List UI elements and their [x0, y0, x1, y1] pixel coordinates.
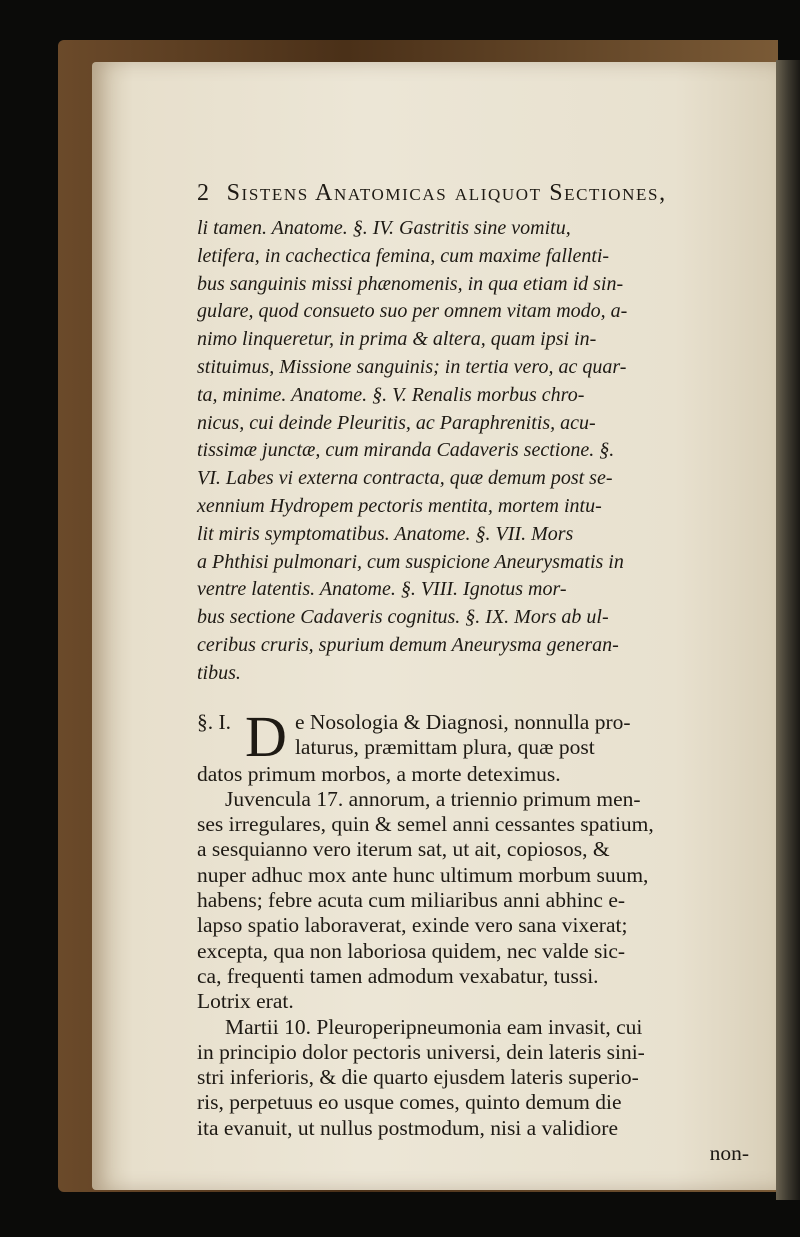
summary-line: bus sectione Cadaveris cognitus. §. IX. Mors ab ul- [197, 606, 609, 629]
running-head-title: Sistens Anatomicas aliquot Sectiones, [226, 180, 667, 206]
drop-cap: D [245, 709, 287, 762]
body-line: stri inferioris, & die quarto ejusdem lateris superio- [197, 1065, 639, 1090]
section-mark: §. I. [197, 709, 232, 734]
body-line: datos primum morbos, a morte deteximus. [197, 761, 561, 786]
summary-line: stituimus, Missione sanguinis; in tertia vero, ac quar- [197, 355, 627, 378]
summary-line: tibus. [197, 661, 241, 684]
body-line: a sesquianno vero iterum sat, ut ait, copiosos, & [197, 837, 610, 862]
body-line: Martii 10. Pleuroperipneumonia eam invasit, cui [225, 1014, 643, 1039]
section-opening [197, 710, 757, 762]
summary-line: lit miris symptomatibus. Anatome. §. VII. Mors [197, 522, 574, 545]
summary-line: gulare, quod consueto suo per omnem vitam modo, a- [197, 300, 628, 323]
body-line: in principio dolor pectoris universi, dein lateris sini- [197, 1039, 645, 1064]
summary-line: letifera, in cachectica femina, cum maxime fallenti- [197, 244, 610, 267]
body-line: lapso spatio laboraverat, exinde vero sana vixerat; [197, 913, 628, 938]
body-line: ris, perpetuus eo usque comes, quinto demum die [197, 1090, 622, 1115]
body-line: excepta, qua non laboriosa quidem, nec valde sic- [197, 938, 626, 963]
body-line: habens; febre acuta cum miliaribus anni abhinc e- [197, 888, 626, 913]
body-line: nuper adhuc mox ante hunc ultimum morbum suum, [197, 862, 649, 887]
body-line: Lotrix erat. [197, 989, 294, 1014]
catchword: non- [709, 1141, 749, 1165]
summary-line: ceribus cruris, spurium demum Aneurysma generan- [197, 633, 619, 656]
opening-line: laturus, præmittam plura, quæ post [294, 734, 595, 759]
body-line: ita evanuit, ut nullus postmodum, nisi a validiore [197, 1115, 618, 1140]
opening-line: e Nosologia & Diagnosi, nonnulla pro- [294, 709, 631, 734]
page-text [197, 180, 757, 1166]
summary-line: VI. Labes vi externa contracta, quæ demum post se- [197, 467, 613, 490]
body-line: ses irregulares, quin & semel anni cessantes spatium, [197, 812, 654, 837]
body-line: Juvencula 17. annorum, a triennio primum men- [225, 786, 641, 811]
summary-line: tissimæ junctæ, cum miranda Cadaveris sectione. §. [197, 439, 615, 462]
summary-line: ta, minime. Anatome. §. V. Renalis morbus chro- [197, 383, 585, 406]
summary-line: ventre latentis. Anatome. §. VIII. Ignotus mor- [197, 578, 567, 601]
page-stack-edge [776, 60, 800, 1200]
page-number: 2 [197, 180, 211, 206]
summary-line: nicus, cui deinde Pleuritis, ac Paraphrenitis, acu- [197, 411, 596, 434]
main-text [197, 710, 757, 1167]
summary-line: a Phthisi pulmonari, cum suspicione Aneurysmatis in [197, 550, 624, 573]
summary-line: li tamen. Anatome. §. IV. Gastritis sine vomitu, [197, 217, 571, 239]
running-header [197, 180, 757, 207]
summary-line: bus sanguinis missi phænomenis, in qua etiam id sin- [197, 272, 624, 295]
body-line: ca, frequenti tamen admodum vexabatur, tussi. [197, 963, 599, 988]
summary-line: xennium Hydropem pectoris mentita, mortem intu- [197, 494, 602, 517]
summary-line: nimo linqueretur, in prima & altera, quam ipsi in- [197, 328, 597, 351]
section-summary [197, 215, 757, 688]
